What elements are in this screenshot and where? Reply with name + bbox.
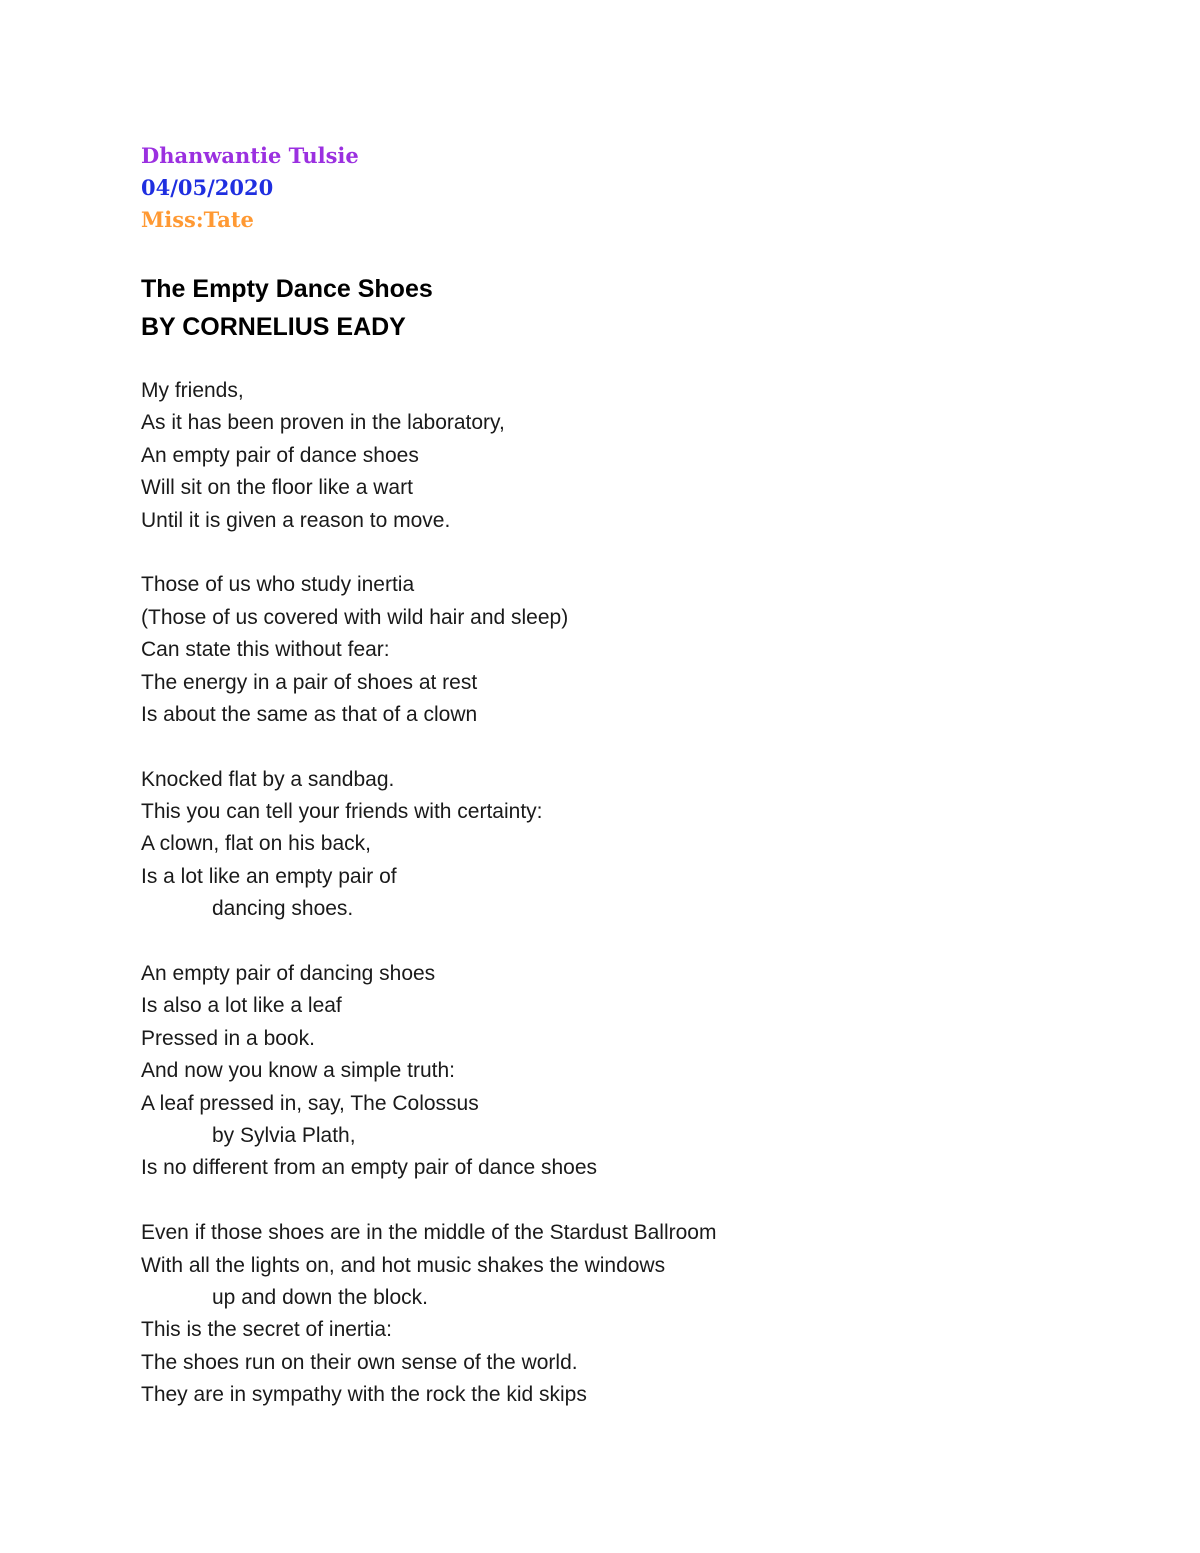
poem-line-indented: up and down the block. [212, 1285, 428, 1309]
poem-line: A leaf pressed in, say, The Colossus [141, 1091, 479, 1115]
stanza [141, 1217, 716, 1411]
poem-line: The shoes run on their own sense of the world. [141, 1350, 578, 1374]
poem-line-indented: dancing shoes. [212, 897, 354, 921]
document-header [141, 140, 359, 236]
poem-line: They are in sympathy with the rock the kid skips [141, 1383, 587, 1407]
poem-line-indented: by Sylvia Plath, [212, 1123, 356, 1147]
poem-line: With all the lights on, and hot music shakes the windows [141, 1253, 666, 1277]
poem-line: An empty pair of dance shoes [141, 443, 419, 467]
poem-line: Knocked flat by a sandbag. [141, 767, 395, 791]
poem-line: This you can tell your friends with certainty: [141, 800, 543, 824]
poem-line: Can state this without fear: [141, 638, 390, 662]
poem-line: As it has been proven in the laboratory, [141, 411, 505, 435]
poem-line: And now you know a simple truth: [141, 1059, 455, 1083]
stanza [141, 958, 716, 1185]
teacher-name: Miss:Tate [141, 207, 254, 232]
poem-title: The Empty Dance Shoes [141, 275, 433, 303]
poem-line: A clown, flat on his back, [141, 832, 371, 856]
student-name: Dhanwantie Tulsie [141, 143, 359, 168]
poem-line: (Those of us covered with wild hair and sleep) [141, 605, 569, 629]
assignment-date: 04/05/2020 [141, 175, 274, 200]
stanza [141, 375, 716, 537]
poem-line: An empty pair of dancing shoes [141, 962, 436, 986]
poem-body [141, 375, 716, 1444]
poem-line: Even if those shoes are in the middle of the Stardust Ballroom [141, 1221, 717, 1245]
poem-line: Will sit on the floor like a wart [141, 476, 413, 500]
poem-line: Those of us who study inertia [141, 573, 415, 597]
poem-line: Pressed in a book. [141, 1026, 315, 1050]
poem-line: My friends, [141, 379, 244, 402]
stanza [141, 569, 716, 731]
poem-line: Is also a lot like a leaf [141, 994, 342, 1018]
poem-author: BY CORNELIUS EADY [141, 313, 406, 341]
poem-title-block [141, 270, 433, 346]
stanza [141, 764, 716, 926]
poem-line: The energy in a pair of shoes at rest [141, 670, 478, 694]
poem-line: Until it is given a reason to move. [141, 508, 451, 532]
poem-line: Is about the same as that of a clown [141, 702, 478, 726]
poem-line: Is a lot like an empty pair of [141, 864, 397, 888]
poem-line: Is no different from an empty pair of dance shoes [141, 1156, 598, 1180]
poem-line: This is the secret of inertia: [141, 1318, 392, 1342]
